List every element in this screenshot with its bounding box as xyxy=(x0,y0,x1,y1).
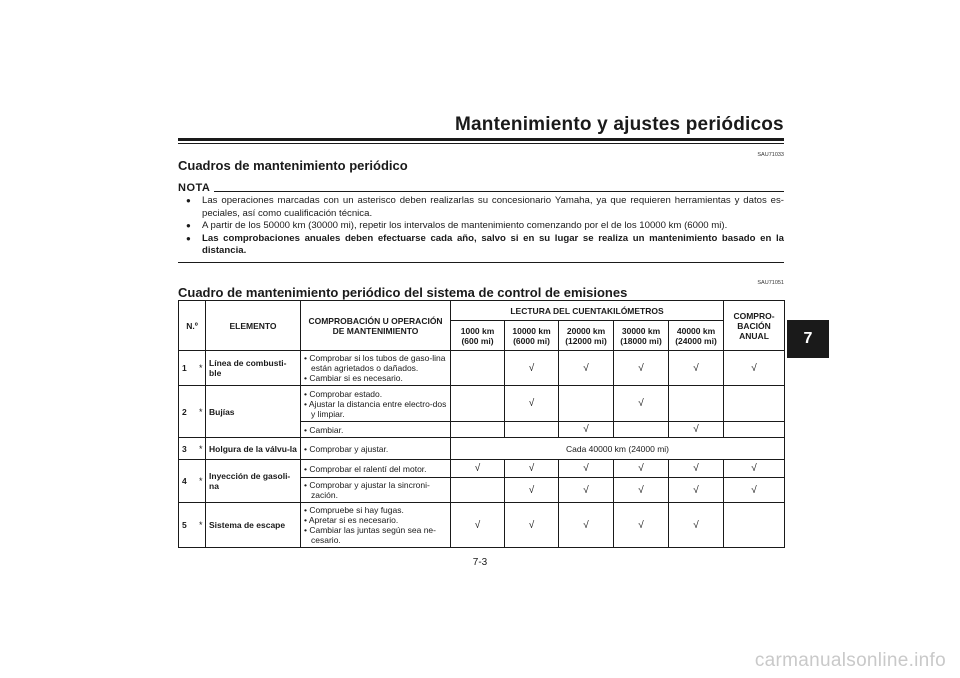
operation-item xyxy=(304,389,447,399)
header-element: ELEMENTO xyxy=(206,301,301,351)
empty-cell xyxy=(614,422,669,438)
bullet-icon: • xyxy=(304,398,309,409)
empty-cell xyxy=(724,422,785,438)
interval-km: 10000 km xyxy=(512,325,551,336)
header-interval xyxy=(451,321,505,351)
nota-label: NOTA xyxy=(178,182,211,194)
check-mark: √ xyxy=(724,478,785,503)
operation-cell xyxy=(301,460,451,478)
nota-item-text: Las comprobaciones anuales deben efectuarse cada año, salvo si en su lugar se realiza un mantenimiento basado en la distancia. xyxy=(202,232,784,256)
row-number: 1 xyxy=(179,351,197,386)
table-row xyxy=(179,351,785,386)
operation-text: Comprobar y ajustar. xyxy=(309,443,389,454)
operation-text: Comprobar si los tubos de gaso-lina están agrietados o dañados. xyxy=(309,353,446,373)
check-mark: √ xyxy=(614,386,669,422)
empty-cell xyxy=(669,386,724,422)
bullet-icon: • xyxy=(304,373,310,383)
operation-item xyxy=(304,425,447,435)
operation-text: Apretar si es necesario. xyxy=(308,515,399,525)
element-name: Línea de combusti-ble xyxy=(206,351,301,386)
interval-km: 1000 km xyxy=(460,325,495,336)
operation-cell xyxy=(301,438,451,460)
operation-cell xyxy=(301,503,451,548)
header-annual: COMPRO-BACIÓN ANUAL xyxy=(724,301,785,351)
bullet-icon: ● xyxy=(186,221,191,230)
check-mark: √ xyxy=(505,478,559,503)
operation-cell xyxy=(301,478,451,503)
check-mark: √ xyxy=(614,503,669,548)
nota-item-text: A partir de los 50000 km (30000 mi), repetir los intervalos de mantenimiento comenzando por el de los 10000 km (6000 mi). xyxy=(202,220,728,231)
table-row xyxy=(179,386,785,422)
check-mark: √ xyxy=(505,351,559,386)
operation-item xyxy=(304,464,447,474)
operation-item xyxy=(304,505,447,515)
check-mark: √ xyxy=(559,460,614,478)
interval-km: 20000 km xyxy=(566,325,606,336)
row-number: 2 xyxy=(179,386,197,438)
header-interval xyxy=(505,321,559,351)
empty-cell xyxy=(505,422,559,438)
check-mark: √ xyxy=(559,478,614,503)
title-rule-thin xyxy=(178,143,784,144)
bullet-icon: • xyxy=(304,424,310,435)
check-mark: √ xyxy=(505,386,559,422)
check-mark: √ xyxy=(559,503,614,548)
check-mark: √ xyxy=(724,460,785,478)
operation-item xyxy=(304,525,447,545)
table-row xyxy=(179,503,785,548)
check-mark: √ xyxy=(669,478,724,503)
operation-cell xyxy=(301,386,451,422)
header-interval xyxy=(614,321,669,351)
element-name: Inyección de gasoli-na xyxy=(206,460,301,503)
operation-text: Cambiar las juntas según sea ne-cesario. xyxy=(309,525,436,545)
asterisk-mark: * xyxy=(197,460,206,503)
element-name: Bujías xyxy=(206,386,301,438)
operation-text: Comprobar el ralentí del motor. xyxy=(309,463,427,474)
bullet-icon: • xyxy=(304,480,310,490)
check-mark: √ xyxy=(505,460,559,478)
empty-cell xyxy=(451,478,505,503)
row-number: 5 xyxy=(179,503,197,548)
row-number: 3 xyxy=(179,438,197,460)
operation-text: Comprobar y ajustar la sincroni-zación. xyxy=(309,480,430,500)
empty-cell xyxy=(724,386,785,422)
asterisk-mark: * xyxy=(197,386,206,438)
empty-cell xyxy=(559,386,614,422)
check-mark: √ xyxy=(614,351,669,386)
operation-item xyxy=(304,353,447,373)
empty-cell xyxy=(724,503,785,548)
nota-rule xyxy=(214,191,784,192)
operation-text: Comprobar estado. xyxy=(309,388,383,399)
interval-km: 40000 km xyxy=(676,325,716,336)
element-name: Sistema de escape xyxy=(206,503,301,548)
empty-cell xyxy=(451,422,505,438)
operation-item xyxy=(304,444,447,454)
operation-text: Cambiar si es necesario. xyxy=(309,373,403,383)
operation-cell xyxy=(301,351,451,386)
bullet-icon: • xyxy=(304,353,310,363)
header-interval xyxy=(669,321,724,351)
check-mark: √ xyxy=(614,460,669,478)
check-mark: √ xyxy=(724,351,785,386)
operation-item xyxy=(304,480,447,500)
interval-note: Cada 40000 km (24000 mi) xyxy=(451,438,785,460)
check-mark: √ xyxy=(669,422,724,438)
interval-mi: (6000 mi) xyxy=(513,335,550,346)
bullet-icon: • xyxy=(304,463,310,474)
interval-km: 30000 km xyxy=(621,325,661,336)
nota-bottom-rule xyxy=(178,262,784,263)
chapter-tab: 7 xyxy=(787,320,829,358)
row-number: 4 xyxy=(179,460,197,503)
watermark: carmanualsonline.info xyxy=(754,650,946,671)
interval-mi: (600 mi) xyxy=(461,335,494,346)
asterisk-mark: * xyxy=(197,438,206,460)
header-interval xyxy=(559,321,614,351)
empty-cell xyxy=(451,386,505,422)
bullet-icon: ● xyxy=(186,233,191,243)
header-operation: COMPROBACIÓN U OPERACIÓN DE MANTENIMIENTO xyxy=(301,301,451,351)
maintenance-table xyxy=(178,300,785,548)
check-mark: √ xyxy=(451,460,505,478)
interval-mi: (12000 mi) xyxy=(565,335,607,346)
header-odometer: LECTURA DEL CUENTAKILÓMETROS xyxy=(451,301,724,321)
empty-cell xyxy=(451,351,505,386)
ref-code-maintenance-charts: SAU71033 xyxy=(757,152,784,158)
operation-text: Ajustar la distancia entre electro-dos y limpiar. xyxy=(308,398,447,419)
asterisk-mark: * xyxy=(197,503,206,548)
nota-header xyxy=(178,182,784,194)
bullet-icon: • xyxy=(304,388,310,399)
bullet-icon: • xyxy=(304,525,310,535)
page-title: Mantenimiento y ajustes periódicos xyxy=(455,114,784,135)
operation-text: Cambiar. xyxy=(309,424,344,435)
check-mark: √ xyxy=(669,503,724,548)
operation-cell xyxy=(301,422,451,438)
operation-item xyxy=(304,399,447,419)
bullet-icon: • xyxy=(304,505,310,515)
header-no: N.º xyxy=(179,301,206,351)
nota-item xyxy=(186,220,784,233)
element-name: Holgura de la válvu-la xyxy=(206,438,301,460)
operation-item xyxy=(304,515,447,525)
check-mark: √ xyxy=(505,503,559,548)
nota-list xyxy=(186,195,784,258)
interval-mi: (18000 mi) xyxy=(620,335,662,346)
bullet-icon: ● xyxy=(186,196,191,205)
operation-text: Compruebe si hay fugas. xyxy=(309,505,404,515)
check-mark: √ xyxy=(451,503,505,548)
operation-item xyxy=(304,373,447,383)
check-mark: √ xyxy=(669,460,724,478)
table-row xyxy=(179,460,785,478)
check-mark: √ xyxy=(559,351,614,386)
ref-code-emissions-chart: SAU71051 xyxy=(757,280,784,286)
table-row xyxy=(179,438,785,460)
asterisk-mark: * xyxy=(197,351,206,386)
nota-item-text: Las operaciones marcadas con un asterisco deben realizarlas su concesionario Yamaha, ya que requieren herramientas y datos es-peciales, así como cualificación técnica. xyxy=(202,195,784,219)
page-number: 7-3 xyxy=(472,557,488,568)
bullet-icon: • xyxy=(304,515,309,525)
bullet-icon: • xyxy=(304,443,310,454)
check-mark: √ xyxy=(669,351,724,386)
check-mark: √ xyxy=(559,422,614,438)
section-heading-emissions-chart: Cuadro de mantenimiento periódico del sistema de control de emisiones xyxy=(178,285,628,300)
check-mark: √ xyxy=(614,478,669,503)
title-rule-thick xyxy=(178,138,784,141)
section-heading-maintenance-charts: Cuadros de mantenimiento periódico xyxy=(178,158,408,173)
nota-item xyxy=(186,195,784,220)
interval-mi: (24000 mi) xyxy=(675,335,717,346)
nota-item xyxy=(186,233,784,258)
